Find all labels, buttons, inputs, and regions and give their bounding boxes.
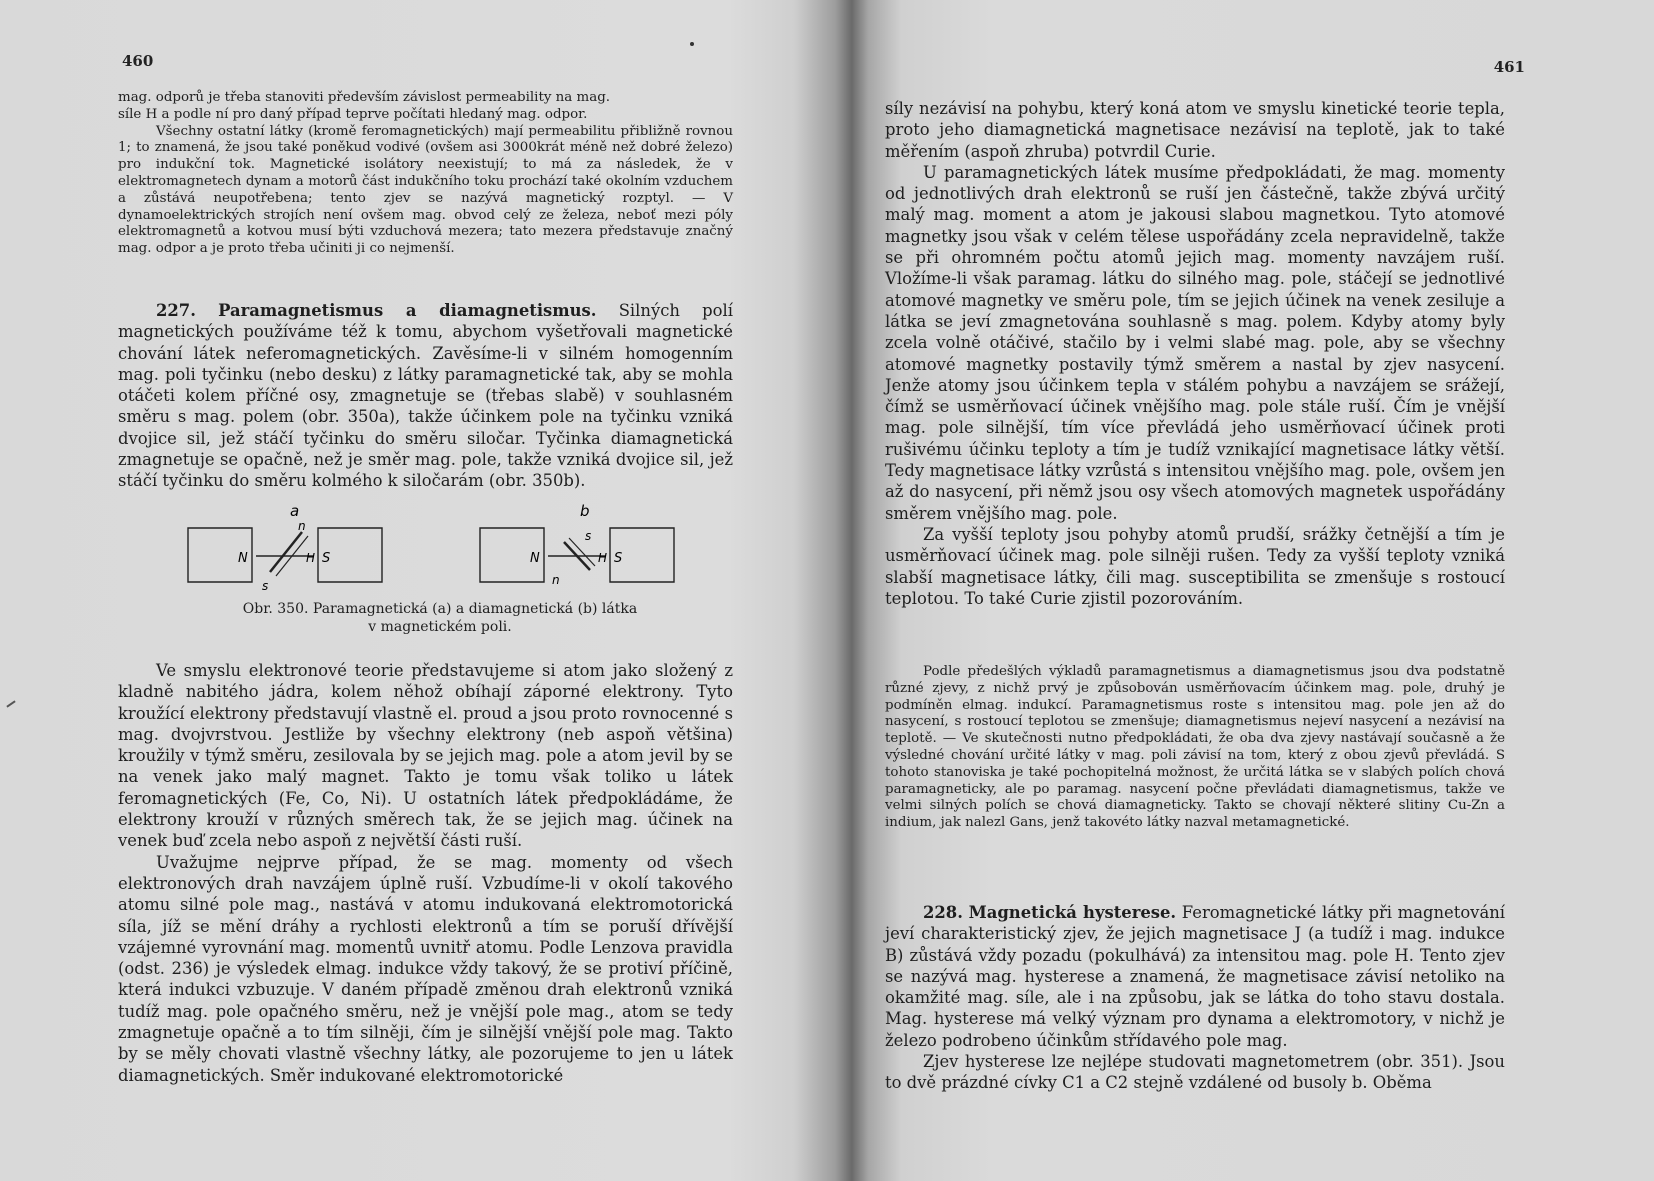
figure-350-caption (180, 600, 700, 636)
paramagnetic-paragraph: U paramagnetických látek musíme předpokládati, že mag. momenty od jednotlivých drah elektronů se ruší jen částečně, takže zbývá určitý malý mag. moment a atom je jakousi slabou magnetkou. Tyto atomové magnetky jsou však v celém tělese uspořádány zcela nepravidelně, takže se při ohromném počtu atomů jejich mag. momenty navzájem ruší. Vložíme-li však paramag. látku do silného mag. pole, stáčejí se jednotlivé atomové magnetky ve směru pole, tím se jejich účinek na venek zesiluje a látka se jeví zmagnetována souhlasně s mag. polem. Kdyby atomy byly zcela volně otáčivé, stačilo by i velmi slabé mag. pole, aby se všechny atomové magnetky postavily týmž směrem a nastal by zjev nasycení. Jenže atomy jsou účinkem tepla v stálém pohybu a navzájem se srážejí, čímž se usměrňovací účinek vnějšího mag. pole stále ruší. Čím je vnější mag. pole silnější, tím více převládá jeho usměrňovací účinek proti rušivému účinku teploty a tím je tudíž vznikající magnetisace látky větší. Tedy magnetisace látky vzrůstá s intensitou vnějšího mag. pole, ovšem jen až do nasycení, při němž jsou osy všech atomových magnetek uspořádány směrem vnějšího mag. pole. (885, 162, 1505, 523)
label-a: a (290, 502, 300, 520)
pole-n-b-label: N (530, 551, 540, 566)
figure-350 (180, 502, 700, 652)
feromagnetic-note: Všechny ostatní látky (kromě feromagnetických) mají permeabilitu přibližně rovnou 1; to znamená, že jsou také poněkud vodivé (ovšem asi 3000krát méně než dobré železo) pro indukční tok. Magnetické isolátory neexistují; to má za následek, že v elektromagnetech dynam a motorů část indukčního toku prochází také okolním vzduchem a zůstává neupotřebena; tento zjev se nazývá magnetický rozptyl. — V dynamoelektrických strojích není ovšem mag. obvod celý ze železa, neboť mezi póly elektromagnetů a kotvou musí býti vzduchová mezera; tato mezera představuje značný mag. odpor a je proto třeba učiniti ji co nejmenší. (118, 123, 733, 257)
label-b: b (580, 502, 590, 520)
electron-theory-paragraph: Ve smyslu elektronové teorie představujeme si atom jako složený z kladně nabitého jádra, kolem něhož obíhají záporné elektrony. Tyto kroužící elektrony představují vlastně el. proud a jsou proto rovnocenné s mag. dvojvrstvou. Jestliže by všechny elektrony (neb aspoň většina) kroužily v týmž směru, zesilovala by se jejich mag. pole a atom jevil by se na venek jako malý magnet. Takto je tomu však toliko u látek feromagnetických (Fe, Co, Ni). U ostatních látek předpokládáme, že elektrony krouží v různých směrech tak, že se jejich mag. účinek na venek buď zcela nebo aspoň z největší části ruší. (118, 661, 733, 851)
rod-a (270, 532, 302, 572)
page-number-right: 461 (1493, 58, 1525, 76)
intro-paragraph (118, 90, 733, 258)
pole-s-a-label: S (322, 551, 331, 566)
section-227-number: 227. (156, 301, 196, 320)
rod-n-b-label: n (552, 573, 560, 587)
caption-line-2: v magnetickém poli. (368, 619, 512, 635)
figure-350-drawing (180, 502, 700, 597)
field-h-b-label: H (598, 551, 608, 565)
pole-s-b-label: S (614, 551, 623, 566)
intro-line-1: mag. odporů je třeba stanoviti především závislost permeability na mag. (118, 90, 611, 105)
right-page (885, 0, 1525, 1181)
section-228-text: Feromagnetické látky při magnetování jeví charakteristický zjev, že jejich magnetisace J (a tudíž i mag. indukce B) zůstává vždy pozadu (pokulhává) za intensitou mag. pole H. Tento zjev se nazývá mag. hysterese a znamená, že magnetisace závisí netoliko na okamžité mag. síle, ale i na způsobu, jak se látka do toho stavu dostala. Mag. hysterese má velký význam pro dynama a elektromotory, v nichž je železo podrobeno účinkům střídavého pole mag. (885, 903, 1506, 1050)
comparison-note: Podle předešlých výkladů paramagnetismus a diamagnetismus jsou dva podstatně různé zjevy, z nichž prvý je způsobován usměrňovacím účinkem mag. pole, druhý je podmíněn elmag. indukcí. Paramagnetismus roste s intensitou mag. pole jen až do nasycení, s rostoucí teplotou se zmenšuje; diamagnetismus nejeví nasycení a nezávisí na teplotě. — Ve skutečnosti nutno předpokládati, že oba dva zjevy nastávají současně a že výsledné chování určité látky v mag. poli závisí na tom, který z obou zjevů převládá. S tohoto stanoviska je také pochopitelná možnost, že určitá látka se v slabých polích chová paramagneticky, ale po paramag. nasycení počne převládati diamagnetismus, takže ve velmi silných polích se chová diamagneticky. Takto se chovají některé slitiny Cu-Zn a indium, jak nalezl Gans, jenž takovéto látky nazval metamagnetické. (885, 664, 1505, 831)
caption-line-1: Obr. 350. Paramagnetická (a) a diamagnetická (b) látka (242, 601, 638, 617)
pole-n-a-label: N (238, 551, 248, 566)
section-228-number: 228. (923, 903, 963, 922)
induction-paragraph: Uvažujme nejprve případ, že se mag. momenty od všech elektronových drah navzájem úplně ruší. Vzbudíme-li v okolí takového atomu silné pole mag., nastává v atomu indukovaná elektromotorická síla, jíž se mění dráhy a rychlosti elektronů a tím se poruší dřívější vzájemné vyrovnání mag. momentů uvnitř atomu. Podle Lenzova pravidla (odst. 236) je výsledek elmag. indukce vždy takový, že se protiví příčině, která indukci vzbuzuje. V daném případě změnou drah elektronů vzniká tudíž mag. pole opačného směru, než je vnější pole mag., atom se tedy zmagnetuje opačně a to tím silněji, čím je silnější vnější pole mag. Takto by se měly chovati vlastně všechny látky, ale pozorujeme to jen u látek diamagnetických. Směr indukované elektromotorické (118, 852, 733, 1085)
rod-n-a-label: n (298, 519, 306, 533)
section-228 (885, 902, 1505, 1094)
right-body-top (885, 98, 1505, 609)
rod-s-a-label: s (262, 579, 269, 593)
section-228-title: Magnetická hysterese. (968, 903, 1177, 922)
diamagnetic-temperature-paragraph: síly nezávisí na pohybu, který koná atom ve smyslu kinetické teorie tepla, proto jeho diamagnetická magnetisace nezávisí na teplotě, jak to také měřením (aspoň zhruba) potvrdil Curie. (885, 99, 1505, 161)
rod-s-b-label: s (585, 529, 592, 543)
page-number-left: 460 (122, 52, 154, 70)
section-227 (118, 300, 733, 492)
left-page (110, 0, 770, 1181)
intro-line-2: síle H a podle ní pro daný případ teprve počítati hledaný mag. odpor. (118, 106, 588, 122)
left-body-text (118, 660, 733, 1086)
section-227-title: Paramagnetismus a diamagnetismus. (218, 301, 597, 320)
section-227-text: Silných polí magnetických používáme též k tomu, abychom vyšetřovali magnetické chování látek neferomagnetických. Zavěsíme-li v silném homogenním mag. poli tyčinku (nebo desku) z látky paramagnetické tak, aby se mohla otáčeti kolem příčné osy, zmagnetuje se (třebas slabě) v souhlasném směru s mag. polem (obr. 350a), takže účinkem pole na tyčinku vzniká dvojice sil, jež stáčí tyčinku do směru siločar. Tyčinka diamagnetická zmagnetuje se opačně, než je směr mag. pole, takže vzniká dvojice sil, jež stáčí tyčinku do směru kolmého k siločarám (obr. 350b). (118, 301, 733, 491)
temperature-paragraph: Za vyšší teploty jsou pohyby atomů prudší, srážky četnější a tím je usměrňovací účinek mag. pole silněji rušen. Tedy za vyšší teploty vzniká slabší magnetisace látky, čili mag. susceptibilita se zmenšuje s rostoucí teplotou. To také Curie zjistil pozorováním. (885, 524, 1505, 608)
scan-edge-mark (6, 700, 15, 707)
print-dot (690, 42, 694, 46)
field-h-a-label: H (306, 551, 316, 565)
magnetometer-paragraph: Zjev hysterese lze nejlépe studovati magnetometrem (obr. 351). Jsou to dvě prázdné cívky C1 a C2 stejně vzdálené od busoly b. Oběma (885, 1052, 1505, 1093)
